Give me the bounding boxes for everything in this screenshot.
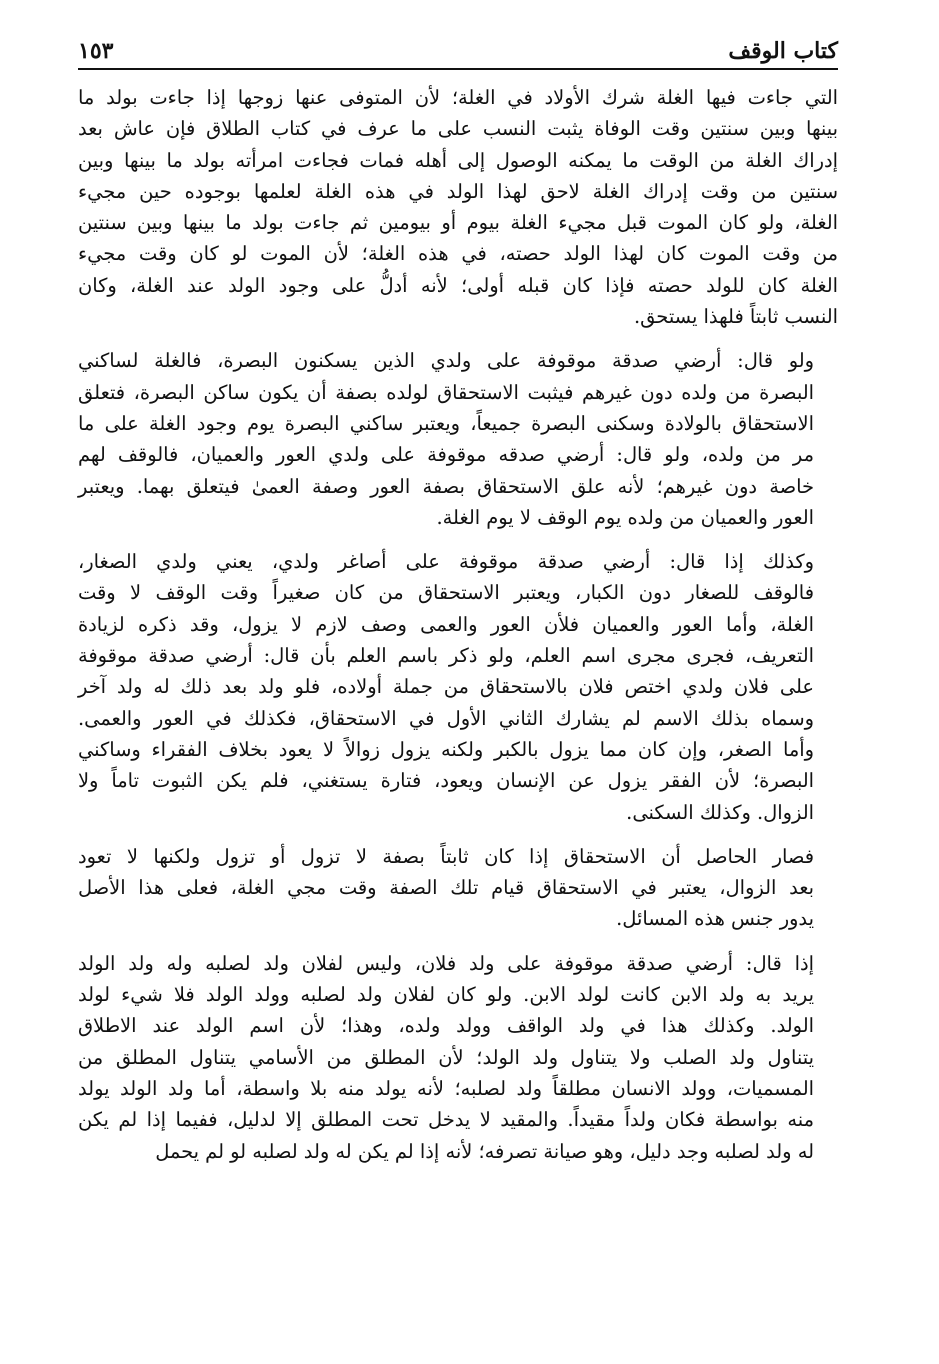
text-line: بينها وبين سنتين وقت الوفاة يثبت النسب على ما عرف في كتاب الطلاق فإن عاش بعد xyxy=(78,117,838,141)
text-line: من وقت الموت كان لهذا الولد حصته، في هذه الغلة؛ لأن الموت لو كان وقت مجيء xyxy=(78,242,838,266)
text-line: التعريف، فجرى مجرى اسم العلم، ولو ذكر باسم العلم بأن قال: أرضي صدقة موقوفة xyxy=(78,644,814,668)
page-number: ١٥٣ xyxy=(78,38,114,64)
text-line: التي جاءت فيها الغلة شرك الأولاد في الغلة؛ لأن المتوفى عنها زوجها إذا جاءت بولد ما xyxy=(78,86,838,109)
text-line: الزوال. وكذلك السكنى. xyxy=(626,800,814,824)
paragraph xyxy=(78,948,838,1167)
text-line: على فلان ولدي اختص فلان بالاستحقاق من جملة أولاده، فلو ولد بعد ذلك له ولد آخر xyxy=(78,675,814,699)
book-title: كتاب الوقف xyxy=(728,38,838,64)
text-line: وأما الصغر، وإن كان مما يزول بالكبر ولكنه يزول زوالاً لا يعود بخلاف الفقراء وساكني xyxy=(78,737,814,761)
text-line: الغلة، ولو كان الموت قبل مجيء الغلة بيوم أو بيومين ثم جاءت بولد ما بينها وبين سنتين xyxy=(78,211,838,235)
paragraph xyxy=(78,546,838,828)
text-line: منه بواسطة فكان ولداً مقيداً. والمقيد لا يدخل تحت المطلق إلا لدليل، ففيما إذا لم يكن xyxy=(78,1108,814,1132)
text-line: بعد الزوال، يعتبر في الاستحقاق قيام تلك الصفة وقت مجي الغلة، فعلى هذا الأصل xyxy=(78,876,814,900)
text-line: إذا قال: أرضي صدقة موقوفة على ولد فلان، وليس لفلان ولد لصلبه وله ولد الولد xyxy=(78,951,814,975)
text-line: وسماه بذلك الاسم لم يشارك الثاني الأول في الاستحقاق، فكذلك في العور والعمى. xyxy=(78,706,814,730)
text-line: يريد به ولد الابن كانت لولد الابن. ولو كان لفلان ولد لصلبه وولد الولد فلا شيء لولد xyxy=(78,983,814,1007)
text-line: النسب ثابتاً فلهذا يستحق. xyxy=(633,305,838,329)
text-line: سنتين من وقت إدراك الغلة لاحق لهذا الولد في هذه الغلة لعلمها بوجوده حين مجيء xyxy=(78,179,838,203)
text-line: وكذلك إذا قال: أرضي صدقة موقوفة على أصاغر ولدي، يعني ولدي الصغار، xyxy=(78,550,814,574)
text-line: يدور جنس هذه المسائل. xyxy=(616,907,814,931)
text-line: خاصة دون غيرهم؛ لأنه علق الاستحقاق بصفة العور وصفة العمىٰ فيتعلق بهما. ويعتبر xyxy=(78,474,814,498)
text-line: ولو قال: أرضي صدقة موقوفة على ولدي الذين يسكنون البصرة، فالغلة لساكني xyxy=(78,349,814,373)
paragraph xyxy=(78,841,838,935)
text-line: له ولد لصلبه وجد دليل، وهو صيانة تصرفه؛ لأنه إذا لم يكن له ولد لصلبه لو لم يحمل xyxy=(155,1139,814,1163)
paragraph xyxy=(78,82,838,332)
text-line: فالوقف للصغار دون الكبار، ويعتبر الاستحقاق من كان صغيراً وقت الوقف لا وقت xyxy=(78,581,814,605)
text-line: البصرة؛ لأن الفقر يزول عن الإنسان ويعود، فتارة يستغني، فلم يكن الثبوت تاماً ولا xyxy=(78,769,814,793)
text-line: الولد. وكذلك هذا في ولد الواقف وولد ولده، وهذا؛ لأن اسم الولد عند الاطلاق xyxy=(78,1014,814,1038)
body-text xyxy=(78,82,838,1167)
book-page xyxy=(78,30,838,1180)
text-line: البصرة من ولده دون غيرهم فيثبت الاستحقاق لولده بصفة أن يكون ساكن البصرة، فتعلق xyxy=(78,380,814,404)
text-line: الاستحقاق بالولادة وسكنى البصرة جميعاً، ويعتبر ساكني البصرة يوم وجود الغلة على ما xyxy=(78,411,814,435)
text-line: العور والعميان من ولده يوم الوقف لا يوم الغلة. xyxy=(436,505,814,529)
running-header xyxy=(78,30,838,70)
text-line: المسميات، وولد الانسان مطلقاً ولد لصلبه؛ لأنه يولد منه بلا واسطة، أما ولد الولد يولد xyxy=(78,1076,814,1100)
text-line: الغلة كان للولد حصته فإذا كان قبله أولى؛ لأنه أدلُّ على وجود الولد عند الغلة، وكان xyxy=(78,273,838,297)
paragraph xyxy=(78,345,838,533)
text-line: الغلة، وأما العور والعميان فلأن العور والعمى وصف لازم لا يزول، وقد ذكره لزيادة xyxy=(78,612,814,636)
text-line: مر من ولده، ولو قال: أرضي صدقه موقوفة على ولدي العور والعميان، فالوقف لهم xyxy=(78,443,814,467)
text-line: فصار الحاصل أن الاستحقاق إذا كان ثابتاً بصفة لا تزول أو تزول ولكنها لا تعود xyxy=(78,844,814,868)
text-line: إدراك الغلة من الوقت ما يمكنه الوصول إلى أهله فمات فجاءت امرأته بولد ما بينها وبين xyxy=(78,148,838,172)
text-line: يتناول ولد الصلب ولا يتناول ولد الولد؛ لأن المطلق من الأسامي يتناول المطلق من xyxy=(78,1045,814,1069)
